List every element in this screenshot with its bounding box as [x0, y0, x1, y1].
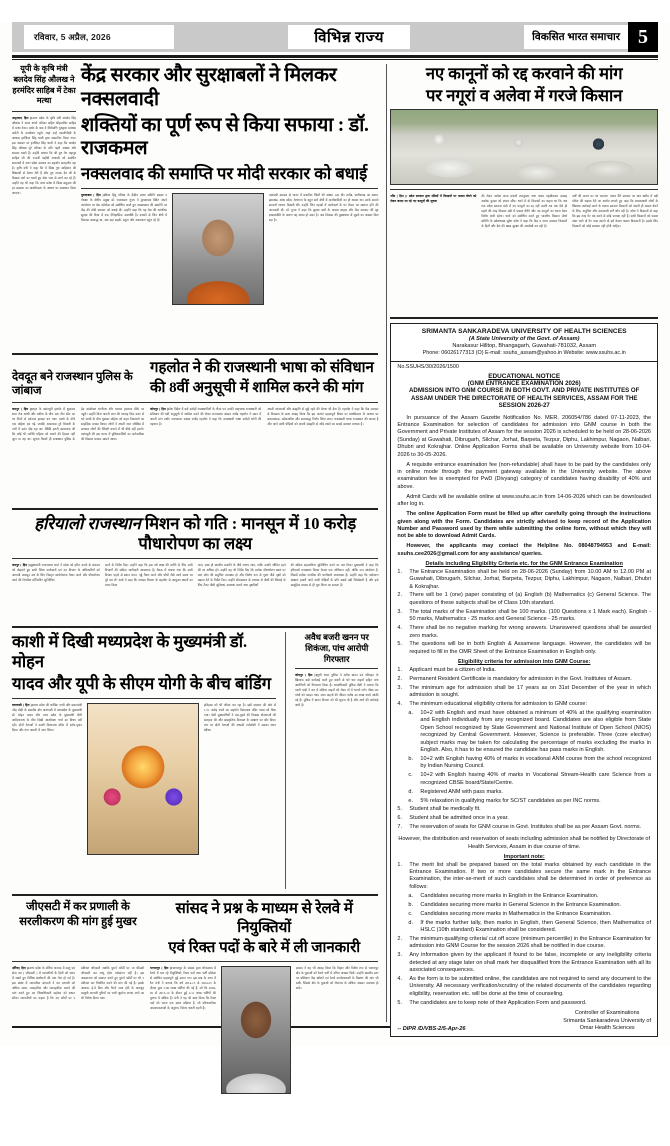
right-story-divider — [390, 189, 658, 190]
main-subheadline: नक्सलवाद की समाप्ति पर मोदी सरकार को बधाई — [81, 164, 368, 184]
list-item — [397, 701, 651, 708]
advert-signature — [563, 1010, 651, 1032]
item-letter: c. — [408, 910, 413, 917]
masthead-spacer-right — [410, 22, 524, 52]
item-text: The merit list shall be prepared based on the total marks obtained by each candidate in the Entrance Examination. If two or more candidates secure the same mark in the Entrance Examination, the inter-se-merit of such candidates shall be determined in order of preference as follows: — [409, 861, 651, 890]
list-item — [397, 952, 651, 974]
advert-eligibility-list — [391, 667, 657, 832]
story6-right-col2: सांसद ने यह भी आग्रह किया कि बिहार और विशेष रूप से भागलपुर क्षेत्र के युवाओं को रेलवे भर्ती में उचित अवसर मिले। उन्होंने स्थानीय स्तर पर प्रशिक्षण केंद्र खोलने एवं रेलवे कार्यशालाओं के विस्तार की मांग भी रखी, जिससे क्षेत्र के युवाओं को रोजगार के अधिक अवसर उपलब्ध हो सकें। — [296, 966, 379, 991]
list-item — [397, 592, 651, 607]
teaser-headline: यूपी के कृषि मंत्री बलदेव सिंह औलख ने हरमंदिर साहिब में टेका मत्था — [12, 64, 76, 106]
advert-sign-line2: Srimanta Sankaradeva University of — [563, 1017, 651, 1024]
item-text: There shall be no negative marking for wrong answers. Unanswered questions shall be awarded zero marks. — [409, 625, 651, 639]
item-letter: b. — [408, 901, 414, 908]
item-number: 5. — [397, 806, 403, 813]
story3-headline-italic: हरियालो राजस्थान — [34, 513, 141, 533]
list-item — [397, 862, 651, 892]
item-text: There will be 1 (one) paper consisting of (a) English (b) Mathematics (c) General Science. The questions of these subjects shall be of Class 10th standard. — [409, 592, 651, 606]
story6-right-headline-line1: सांसद ने प्रश्न के माध्यम से रेलवे में नियुक्तियों — [175, 901, 353, 936]
item-letter: d. — [408, 919, 414, 926]
masthead-section-title: विभिन्न राज्य — [288, 25, 410, 49]
story2-right-col1 — [150, 407, 261, 503]
item-letter: c. — [408, 772, 413, 779]
story6-left-headline-line2: सरलीकरण की मांग हुई मुखर — [19, 916, 137, 929]
story3-headline — [12, 514, 378, 554]
advert-eligibility-heading: Eligibility criteria for admission into GNM Course: — [458, 659, 591, 666]
story-farmers-protest — [390, 64, 658, 312]
item-text: Applicant must be a citizen of India. — [409, 666, 496, 673]
story2-body-row — [12, 407, 378, 503]
story3-col2: करने के निर्देश दिए। उन्होंने कहा कि इस वर्ष लक्ष्य की प्राप्ति के लिए सभी विभागों की सक्रिय भागीदारी आवश्यक है। बैठक में बताया गया कि सभी विभाग पहले से स्थान चयन, गड्ढे तैयार करने और पौधों जैसे कार्य समय पर पूरे कर लें। शर्मा ने कहा कि राजस्व विभाग के सहयोग से उपयुक्त स्थानों का चयन किया — [104, 563, 193, 588]
list-item — [397, 1000, 651, 1007]
story-rajasthani-language — [12, 359, 378, 503]
newspaper-page — [0, 22, 670, 1046]
story-hariyalo-rajasthan — [12, 514, 378, 621]
advert-para-4: The online Application Form must be filled up after carefully going through the instructions given along with the Form. Candidates are strictly advised to keep record of the Application Number and Password used by them while submitting the online form, without which they will not be able to download Admit Cards. — [397, 511, 651, 540]
item-text: The total marks of the Examination shall be 100 marks. (100 Questions x 1 Mark each). English - 50 marks, Mathematics - 25 marks and General Science - 25 marks. — [409, 608, 651, 623]
story-divider-3 — [12, 626, 378, 628]
story6-right-dateline: भागलपुर ( हिम )। — [150, 966, 173, 971]
item-letter: e. — [408, 797, 414, 804]
teaser-divider — [12, 111, 76, 112]
teaser-column — [12, 64, 76, 348]
advert-para-3: Admit Cards will be available online at www.ssuhs.ac.in from 14-06-2026 which can be downloaded after log in. — [397, 493, 651, 508]
right-story-body — [390, 194, 658, 312]
right-headline-line2: पर नगूरां व अलेवा में गरजे किसान — [425, 86, 623, 106]
advert-address: Narakasur Hilltop, Bhangagarh, Guwahati-781032, Assam — [452, 343, 597, 350]
right-col3: वर्षों की कतार पर जा जाएगा। नायब मैंने सरकार पर धान खरीद में बड़ी पोर्टल की बढ़ावा देने का आरोप लगाते हुए कहा कि प्रभावशाली लोगों के खिलाफ कार्रवाई करने के बजाय सरकार किसानों को अपनी ही फसल बेचने के लिए, अनुचित और दमनकारी शर्तें थोप रही है। कोथ ने किसानों से कहा कि इस तरह गेट बंद करने से कोई फायदा नहीं है। सभी किसानों को फसल अंदर जाने दो गेट पास काटने दो हमें केवल फसल बिकवानी है। इसके लिए किसानों को कोई समस्या नहीं होनी चाहिए। — [572, 194, 658, 229]
advert-contact: Phone: 06026177313 (O) E-mail: ssuhs_assam@yahoo.in Website: www.ssuhs.ac.in — [422, 350, 626, 357]
item-number: 1. — [397, 666, 403, 673]
item-number: 4. — [397, 976, 403, 982]
advert-however-note: However, the distribution and reservation of seats including admission shall be notified by Directorate of Health Services, Assam in due course of time. — [398, 836, 651, 850]
advert-footer — [391, 1007, 657, 1036]
list-item-sub — [397, 756, 651, 771]
item-text: 10+2 with English having 40% of marks in vocational ANM course from the school recognized by Indian Nursing Council. — [420, 755, 651, 770]
farmers-protest-photo — [390, 109, 658, 185]
story4-dateline: वाराणसी ( हिम )। — [12, 703, 33, 708]
advert-title-2: (GNM ENTRANCE EXAMINATION 2026) — [467, 380, 581, 388]
masthead-rule-thin — [12, 59, 658, 60]
item-number: 1. — [397, 861, 403, 868]
right-col1 — [390, 194, 476, 312]
list-item — [397, 976, 651, 998]
story3-divider — [12, 558, 378, 559]
zone-divider — [386, 64, 387, 1022]
page-number-badge: 5 — [628, 22, 658, 52]
story2-headline-row — [12, 359, 378, 398]
item-text: Student shall be admitted once in a year. — [409, 815, 509, 822]
story5-body — [295, 673, 378, 855]
advert-sign-line1: Controller of Examinations — [574, 1010, 640, 1017]
item-number: 2. — [397, 592, 403, 599]
list-item — [397, 641, 651, 656]
item-text: The minimum age for admission shall be 17 years as on 31st December of the year in which admission is sought. — [409, 684, 651, 699]
story5-dateline: जोधपुर ( हिम )। — [295, 673, 317, 678]
story5-text: लूणी थाना पुलिस ने अवैध खनन एवं परिवहन के खिलाफ बड़ी कार्रवाई करते हुए बजरी से भरे चार वाहनों सहित पांच आरोपियों को गिरफ्तार किया है। थानाधिकारी पुलिस बीती ने बताया कि गश्ती गाड़ी ने रात में संदिग्ध वाहनों को रोका तो वे भागने लगे। पीछा कर पांचों को पकड़ा गया। जब्त वाहनों की कीमत करीब 40 लाख रुपये आंकी गई है। पुलिस ने खनन विभाग को भी सूचना दी है और आगे की कार्रवाई जारी है। — [295, 673, 379, 708]
story4-headline-line1: काशी में दिखी मध्यप्रदेश के मुख्यमंत्री डॉ. मोहन — [12, 632, 248, 672]
list-item — [397, 824, 651, 831]
item-number: 4. — [397, 701, 403, 707]
list-item — [397, 936, 651, 951]
advert-dipr-code: -- DIPR /D/VBS-2/5-Apr-26 — [397, 1026, 466, 1033]
story2-headline-line2: की 8वीं अनुसूची में शामिल करने की मांग — [150, 380, 364, 397]
list-item-sub — [397, 789, 651, 796]
item-number: 6. — [397, 815, 403, 822]
item-number: 1. — [397, 568, 403, 575]
item-number: 3. — [397, 608, 403, 615]
story2-headline-line1: गहलोत ने की राजस्थानी भाषा को संविधान — [150, 360, 374, 377]
item-letter: a. — [408, 709, 414, 716]
advert-details-heading: Details including Eligibility Criteria etc. for the GNM Entrance Examination — [425, 561, 623, 568]
list-item — [397, 685, 651, 700]
teaser-body — [12, 116, 76, 348]
masthead-spacer-left — [174, 22, 288, 52]
top-block — [12, 64, 378, 348]
list-item — [397, 609, 651, 624]
story3-col1 — [12, 563, 100, 621]
story-kashi-bonding — [12, 632, 276, 889]
advert-title: EDUCATIONAL NOTICE — [488, 373, 561, 381]
main-photo-wrap — [172, 193, 264, 341]
story6-left-text: उत्तर प्रदेश के औरैया जनपद में वस्तु एवं सेवा कर ( जीएसटी ) में व्यापारियों के हितों को ध्यान में रखते हुए विभिन्न संशोधनों की मांग तेज हो गई है। इस संबंध में व्यापारिक संगठनों ने कर प्रणाली को अधिक सरल, व्यवहारिक और व्यावहारिक बनाने की मांग करते हुए उप जिलाधिकारी महोदय को ज्ञापन सौंपा। व्यापारियों का कहना है कि नए फॉर्मों पर 5 प्रतिशत जीएसटी जबकि पुराने फॉर्मों पर 18 फीसदी जीएसटी कर लागू होना तर्कसंगत नहीं है। इस असमानता को समाप्त करते हुए पुराने फॉर्मों पर भी 5 प्रतिशत कर निर्धारित करने की मांग की गई है। इसके अलावा, ई-वे बिल और रिटर्न जमा होने के बावजूद मामूली कागजी त्रुटियों पर भारी जुर्माना लगाए जाने का भी विरोध किया गया। — [12, 966, 144, 1001]
advert-header — [391, 324, 657, 359]
story4-divider — [12, 698, 276, 699]
story4-body-row — [12, 703, 276, 889]
masthead-date: रविवार, 5 अप्रैल, 2026 — [24, 25, 174, 49]
item-letter: d. — [408, 788, 414, 795]
advert-sign-line3: Omar Health Sciences — [579, 1025, 635, 1032]
item-text: The questions will be in both English & Assamese language. However, the candidates will be required to fill in the OMR Sheet of the Entrance Examination in English only. — [409, 641, 651, 655]
teaser-text: उत्तर प्रदेश के कृषि मंत्री बलदेव सिंह औलख ने आज अपने परिवार सहित श्रीहरमंदिर साहिब में माथा टेका। दर्शन के बाद वे शिरोमणि गुरुद्वारा प्रबंधक कमेटी के कार्यालय पहुंचे, जहां उन्हें एसजीपीसी के अध्यक्ष हरजिंदर सिंह धामी द्वारा सम्मानित किया गया। इस अवसर पर हरजिंदर सिंह धामी ने कहा कि बलदेव सिंह औलख पूरे परिवार के प्रति गहरी आस्था और सम्मान रखते हैं। उन्होंने बताया कि श्री गुरु तेग बहादुर साहिब जी की 350वीं शहीदी शताब्दी को समर्पित समागमों में उत्तर प्रदेश सरकार का सहयोग सराहनीय रहा है। कृषि मंत्री ने कहा कि वे सिख गुरु साहिबान की शिक्षाओं से प्रेरणा लेते हैं और गुरु नानक देव जी के दिखाए मार्ग पर चलते हुए सेवा भाव से कार्य कर रहे हैं। उन्होंने यह भी कहा कि उत्तर प्रदेश में सिख समुदाय की हर समस्या का प्राथमिकता के आधार पर समाधान किया जाएगा। — [12, 116, 77, 196]
masthead-brand-group — [524, 22, 658, 52]
story6-left-dateline: औरैया( हिम )। — [12, 966, 30, 971]
advert-however-note-wrap — [391, 832, 657, 851]
item-number: 7. — [397, 824, 403, 831]
list-item-sub — [397, 920, 651, 935]
item-number: 4. — [397, 625, 403, 632]
item-letter: b. — [408, 755, 414, 762]
main-col1-text: विश्व हिंदू परिषद के केंद्रीय प्रचार समिति सदस्य व गोरक्षा के क्षेत्रीय प्रमुख डॉ. राजकमल गुप्ता ने मुरादाबाद स्थित अपने कार्यालय पर प्रेस कॉन्फ्रेंस को संबोधित करते हुए नक्सलवाद की समाप्ति पर केंद्र की मोदी सरकार को बधाई दी। उन्होंने कहा कि यह देश की आंतरिक सुरक्षा की दिशा में एक ऐतिहासिक उपलब्धि है। दशकों से जिन क्षेत्रों में विकास अवरुद्ध था, अब वहां सड़कें, स्कूल और अस्पताल पहुंच रहे हैं। — [81, 193, 168, 223]
advert-top-divider — [390, 317, 658, 319]
item-text: 5% relaxation in qualifying marks for SC/ST candidates as per INC norms. — [420, 797, 601, 804]
story5-headline-line2: शिकंजा, पांच आरोपी गिरफ्तार — [305, 643, 369, 664]
story3-headline-rest: मिशन को गति : मानसून में 10 करोड़ पौधारोपण का लक्ष्य — [138, 513, 357, 553]
story6-left-headline — [12, 900, 144, 957]
main-col1 — [81, 193, 167, 341]
item-text: Registered ANM with pass marks. — [420, 788, 503, 795]
main-headline-line2: शक्तियों का पूर्ण रूप से किया सफाया : डॉ. राजकमल — [81, 114, 369, 160]
story2-right-body — [150, 407, 378, 503]
story2-right-col2: अपनी परंपराओं और संस्कृति से जुड़े रहने की प्रेरणा भी देता है। गहलोत ने कहा कि केंद्र सरकार से विनम्रता के साथ आग्रह किया कि इस अत्यंत महत्वपूर्ण विषय पर प्राथमिकता के आधार पर सकारात्मक, संवेदनशील और समयबद्ध निर्णय लिया जाए। राजस्थानी भाषा राजस्थान की आत्मा है और आने वाली पीढ़ियों को अपनी संस्कृति से जोड़े रखने का सबसे सशक्त माध्यम है। — [267, 406, 379, 426]
advert-university-subtitle: (A State University of the Govt. of Assam) — [468, 336, 580, 343]
story6-left-body — [12, 966, 144, 1146]
list-item — [397, 676, 651, 683]
right-dateline: जींद ( हिम )। प्रदेश सरकार द्वारा मंडियों में किसानों पर फसल बेचने को लेकर बनाए जा रहे नए कानूनों की सूचना — [390, 194, 477, 204]
masthead-brand: विकसित भारत समाचार — [524, 25, 628, 49]
story6-headline-row — [12, 900, 378, 957]
story6-right-col1-text: भागलपुर के सांसद द्वारा लोकसभा में रेलवे में चल रहे नियुक्तियों, रिक्त पदों तथा भर्ती प्रक्रिया से संबंधित महत्वपूर्ण मुद्दे उठाए गए। इस प्रश्न के उत्तर में रेल मंत्री ने बताया कि वर्ष 2014-15 से 2024-25 के दौरान कुल 5.06 लाख भर्तियां की गई हैं, जो कि 2004-05 से 2013-14 के दौरान हुई 4.11 लाख भर्तियों की तुलना में अधिक हैं। मंत्री ने यह भी स्पष्ट किया कि रिक्त पदों को भरना एक सतत प्रक्रिया है, जो परिचालनिक आवश्यकताओं के अनुरूप निरंतर चलती रहती है। — [150, 966, 216, 1011]
list-item-sub — [397, 911, 651, 918]
story6-body-row — [12, 966, 378, 1146]
item-text: The reservation of seats for GNM course in Govt. Institutes shall be as per Assam Govt. norms. — [409, 824, 642, 831]
list-item — [397, 569, 651, 591]
item-number: 3. — [397, 952, 403, 959]
advert-para-1: In pursuance of the Assam Gazette Notification No. MER. 206054/786 dated 07-11-2023, the Entrance Examination for selection of candidates for admission into GNM course in both the Government and Private Institutes of Assam for the session 2026 is scheduled to be held on 28-06-2026 (Sunday) at Guwahati, Dibrugarh, Silchar, Jorhat, Barpeta, Tezpur, Diphu, Lakhimpur, Nagaon, Nalbari, Dhubri and Kokrajhar. Online Application Forms shall be available on University website from 10-04-2026 to 30-05-2026. — [397, 414, 651, 458]
advert-exam-list — [391, 569, 657, 657]
story2-right-col1-text: देश विदेश में बसे करोड़ों राजस्थानियों के गौरव एवं उनकी मातृभाषा राजस्थानी को संविधान की 8वीं अनुसूची में शामिल करने की लेकर राज्यसभा सांसद राजेंद्र गहलोत ने सदन में अपनी मांग रखी। राज्यसभा सांसद राजेंद्र गहलोत ने कहा कि राजस्थानी भाषा करोड़ों लोगों की पहचान है। — [150, 406, 262, 426]
right-headline-line1: नए कानूनों को रद्द करवाने की मांग — [425, 64, 623, 83]
story2-left-body — [12, 407, 144, 503]
story6-right-headline-line2: एवं रिक्त पदों के बारे में ली जानकारी — [168, 940, 361, 956]
story4-photo — [87, 703, 199, 855]
item-number: 2. — [397, 935, 403, 942]
story4-col2: इतिहास को भी जीवंत कर रहा है। इसी सरकार की ओर से 1.51 करोड़ रुपये का सहयोग विश्वनाथ मंदिर न्यास को दिया गया। दोनों मुख्यमंत्रियों ने एक-दूसरे की विकास योजनाओं की सराहना की और सांस्कृतिक विरासत के संरक्षण पर जोर दिया। मंच पर दोनों नेताओं की आपसी गर्मजोशी ने सबका ध्यान खींचा। — [204, 703, 276, 733]
story2-divider — [12, 402, 378, 403]
left-zone — [12, 64, 383, 1022]
story2-right-headline — [150, 359, 378, 398]
advert-para-5: However, the applicants may contact the Helpline No. 08048794953 and E-mail: ssuhs.cee2026@gmail.com for any assistance/ queries. — [397, 543, 651, 557]
item-number: 5. — [397, 999, 403, 1006]
masthead-rule — [12, 55, 658, 58]
item-text: The minimum qualifying criteria/ cut off score (minimum percentile) in the Entrance Examination for admission into GNM Course for the session 2026 shall be notified in due course. — [409, 935, 651, 950]
item-text: Permanent Resident Certificate is mandatory for admission in the Govt. Institutes of Assam. — [409, 675, 632, 682]
item-text: The minimum educational eligibility criteria for admission to GNM course: — [409, 701, 588, 707]
advert-university-name: SRIMANTA SANKARADEVA UNIVERSITY OF HEALTH SCIENCES — [421, 328, 627, 336]
list-item — [397, 806, 651, 813]
list-item-sub — [397, 798, 651, 805]
item-text: The Entrance Examination shall be held on 28-06-2026 (Sunday) from 10.00 AM to 12.00 PM at Guwahati, Dibrugarh, Silchar, Jorhat, Barpeta, Tezpur, Diphu, Lakhimpur, Nagaon, Nalbari, Dhubri & Kokrajhar. — [409, 568, 651, 590]
item-text: Candidates securing more marks in General Science in the Entrance Examination. — [420, 901, 621, 908]
main-story — [81, 64, 378, 348]
item-number: 5. — [397, 641, 403, 648]
story-illegal-mining — [295, 632, 378, 889]
main-col2: वामपंथी उग्रवाद से भारत में प्रभावित जिलों की संख्या 126 थी। राजेंद्र, छत्तीसगढ़ का बस्तर, झारखंड, आंध्र प्रदेश, तेलंगाना के बहुत सारे क्षेत्रों में माओवादियों का ही शासन था। उनके सामने सरकारें लाचार दिखती थीं। उन्होंने जिन पहाड़ों में कार्यकर्ता के घर मैदान का समाप्त होने की जानकारी दी। डॉ. गुप्ता ने कहा कि सुरक्षा बलों के अदम्य साहस और केंद्र सरकार की दृढ़ इच्छाशक्ति के कारण यह संभव हो सका है। अब विकास की मुख्यधारा से जुड़ने का अवसर मिल रहा है। — [269, 193, 379, 223]
story6-right-col1 — [150, 966, 216, 1146]
masthead — [12, 22, 658, 52]
item-text: If the marks further tally, then marks in English, then General Science, then Mathematics of HSLC (10th standard) Examination shall be considered. — [420, 919, 651, 933]
story6-left-headline-line1: जीएसटी में कर प्रणाली के — [26, 901, 130, 914]
item-text: 10+2 with English and must have obtained a minimum of 40% at the qualifying examination and English individually from any recognized board. Candidates are also eligible from State Open School recognized by State Government and National Institute of Open School (NIOS) recognized by Central Government. However, Science is preferable. Three (core elective) subject marks may be taken for calculating the percentage of marks excluding the marks in English. Also, it has to be ensured the candidate has pass marks in English. — [420, 709, 651, 754]
story2-left-headline: देवदूत बने राजस्थान पुलिस के जांबाज — [12, 370, 133, 397]
story4-col1-text: उत्तर प्रदेश की धार्मिक नगरी और प्रधानमंत्री नरेंद्र मोदी के संसदीय क्षेत्र वाराणसी में मध्यप्रदेश के मुख्यमंत्री डॉ. मोहन यादव और उत्तर प्रदेश के मुख्यमंत्री योगी आदित्यनाथ के बीच दिखी आत्मीयता चर्चा का विषय बनी रही। दोनों नेताओं ने काशी विश्वनाथ मंदिर में दर्शन-पूजन किया और गंगा आरती में भाग लिया। — [12, 703, 82, 733]
story2-left-dateline: जयपुर ( हिम )। — [12, 406, 33, 411]
story5-headline-line1: अवैध बजरी खनन पर — [304, 632, 369, 643]
list-item-sub — [397, 893, 651, 900]
story3-dateline: जयपुर ( हिम )। — [12, 563, 31, 568]
story4-5-divider — [285, 632, 286, 889]
item-text: The candidates are to keep note of their Application Form and password. — [409, 999, 587, 1006]
educational-notice-advert — [390, 323, 658, 1037]
list-item-sub — [397, 710, 651, 755]
story4-headline-line2: यादव और यूपी के सीएम योगी के बीच बांडिंग — [12, 674, 272, 694]
main-dateline: मुरादाबाद ( हिम )। — [81, 193, 105, 198]
story2-left-text: शहर के बसंतपुरी इलाके में शुक्रवार शाम तेज आंधी और बारिश के बीच एक तीन सीट का घर गिरने से दर्दनाक हादसा बन गया। मलबे के नीचे एक महिला दब गई, जबकि आसपास टूटे बिजली के तारों में करंट दौड़ रहा था। स्थिति इतनी खतरनाक थी कि कोई भी व्यक्ति महिला को बचाने की हिम्मत नहीं जुटा पा रहा था। सूचना मिलते ही राजस्थान पुलिस के हेड कांस्टेबल भागीरथ और चालक हंसराज मौके पर पहुंचे। उन्होंने बिना अपनी जान की परवाह किए करंट से भरे मलबे के बीच घुसकर महिला को बाहर निकालने का साहसिक प्रयास किया। लोगों ने अपनी जान जोखिम में डालकर लोगों की जिंदगी बचाने में भी पीछे नहीं हटाते। बसंतपुरी की इस घटना में पुलिसकर्मियों का कर्तव्यनिष्ठा की मिसाल बनकर सामने आया। — [12, 406, 144, 441]
story6-photo — [221, 966, 291, 1094]
advert-important-list — [391, 862, 657, 1008]
list-item-sub — [397, 902, 651, 909]
item-text: 10+2 with English having 40% of marks in Vocational Stream-Health care Science from a recognized CBSE board/State/Centre. — [420, 772, 651, 786]
story2-right-dateline: जोधपुर ( हिम )। — [150, 406, 170, 411]
advert-notice-number: No.SSUHS/30/2026/1500 — [397, 364, 459, 371]
item-text: As the form is to be submitted online, the candidates are not required to send any document to the University. All necessary verification/scrutiny of the related documents of the candidates regarding eligibility, reservation etc. will be done at the time of counseling. — [409, 976, 651, 997]
item-letter: a. — [408, 892, 414, 899]
story6-right-headline — [150, 900, 378, 957]
item-text: Any information given by the applicant if found to be false, incomplete or any ineligibility criteria detected at any stage later on shall mark her disqualified from the Entrance Examination with all its associated consequences. — [409, 952, 651, 974]
story-divider-4 — [12, 894, 378, 896]
story3-col1-text: मुख्यमंत्री भजनलाल शर्मा ने प्रदेश को हरित बनाने के संकल्प को दोहराते हुए सभी जिला कलेक्टरों एवं वन विभाग के अधिकारियों को आगामी मानसून सत्र के लिए विस्तृत कार्ययोजना तैयार करने और पौधारोपण कार्य की नियमित मॉनिटरिंग सुनिश्चित — [12, 563, 100, 583]
main-divider — [81, 188, 378, 189]
advert-para-2: A requisite entrance examination fee (non-refundable) shall have to be paid by the candidates only in online mode through the payment gateway available in the University website. The above examination fee is exempted for PwD (Divyang) category of candidates having disability of 40% and above. — [397, 461, 651, 490]
story3-body-row — [12, 563, 378, 621]
story-divider-1 — [12, 353, 378, 355]
page-body — [12, 64, 658, 1033]
advert-title-3: ADMISSION INTO GNM COURSE IN BOTH GOVT. AND PRIVATE INSTITUTES OF ASSAM UNDER THE DIRECTORATE OF HEALTH SERVICES, ASSAM FOR THE SESSION 2026-27 — [409, 387, 640, 410]
story-divider-2 — [12, 508, 378, 510]
list-item — [397, 815, 651, 822]
item-text: Student shall be medically fit. — [409, 806, 481, 813]
story-gst-railway — [12, 900, 378, 1146]
story6-divider — [12, 961, 378, 962]
advert-important-heading: Important note: — [503, 854, 545, 861]
story5-divider — [295, 668, 378, 669]
story4-5-row — [12, 632, 378, 889]
list-item — [397, 667, 651, 674]
item-number: 2. — [397, 675, 403, 682]
item-text: Candidates securing more marks in Mathematics in the Entrance Examination. — [420, 910, 612, 917]
list-item — [397, 625, 651, 640]
right-col2: की लेकर अलेवा थाना प्रभारी रामकुमार तथा नायब तहसीलदार उत्साह अशोक कुमार को ज्ञापन सौंप। धरने में दो किसानों का कहना था कि जब तक प्रदेश सरकार मंडी में नए कानूनों का रद्द नहीं करती तब तक ऐसे ही पहले की तरह किसान मंडी में फसल बेचेंगे और नए कानूनों का धरना देकर विरोध जारी रहेगा। धरने को संबोधित करते हुए भारतीय किसान मोर्चा समिति के प्रदेशाध्यक्ष सुरेश कोथ ने कहा कि केंद्र व राज्य सरकार किसानों के हितों और देश की खाद्य सुरक्षा की अनदेखी कर रही है। — [481, 194, 568, 229]
main-photo — [172, 193, 264, 305]
right-zone — [390, 64, 658, 1033]
list-item-sub — [397, 772, 651, 787]
teaser-dateline: अमृतसर( हिम )। — [12, 116, 33, 121]
advert-body — [391, 410, 657, 558]
item-text: Candidates securing more marks in English in the Entrance Examination. — [420, 892, 599, 899]
main-body-row — [81, 193, 378, 341]
story3-col4: की सक्रिय सहभागिता सुनिश्चित करने पर बल दिया। मुख्यमंत्री ने कहा कि हरियालो राजस्थान मिशन केवल एक अभियान नहीं, बल्कि जन आंदोलन है, जिसमें प्रत्येक नागरिक की भागीदारी आवश्यक है। उन्होंने कहा कि पर्यावरण संरक्षण हमारी आने वाली पीढ़ियों के प्रति सबसे बड़ी जिम्मेदारी है और इसे सामूहिक प्रयास से ही पूरा किया जा सकता है। — [290, 563, 379, 588]
story4-col1 — [12, 703, 82, 889]
story3-col3: जाए, साथ ही स्थानीय प्रजाति के पौधे लगाए जाएं, ताकि उनकी जीवित रहने की दर अधिक हो। उन्होंने यह भी निर्देश दिए कि प्रत्येक पौधारोपण स्थल पर जल स्रोत की समुचित व्यवस्था हो और विशेष रूप से गूलर जैसे वृक्षों को बढ़ावा देने के निर्देश दिए। उन्होंने सीएसआर के माध्यम से पौधों की सिंचाई के लिए टैंकर जैसी सुविधाएं उपलब्ध कराने तथा वृक्षमित्रों — [197, 563, 286, 588]
main-headline-line1: केंद्र सरकार और सुरक्षाबलों ने मिलकर नक्सलवादी — [81, 65, 337, 110]
story6-right-body — [150, 966, 378, 1146]
item-number: 3. — [397, 684, 403, 691]
main-photo-caption — [172, 305, 264, 335]
